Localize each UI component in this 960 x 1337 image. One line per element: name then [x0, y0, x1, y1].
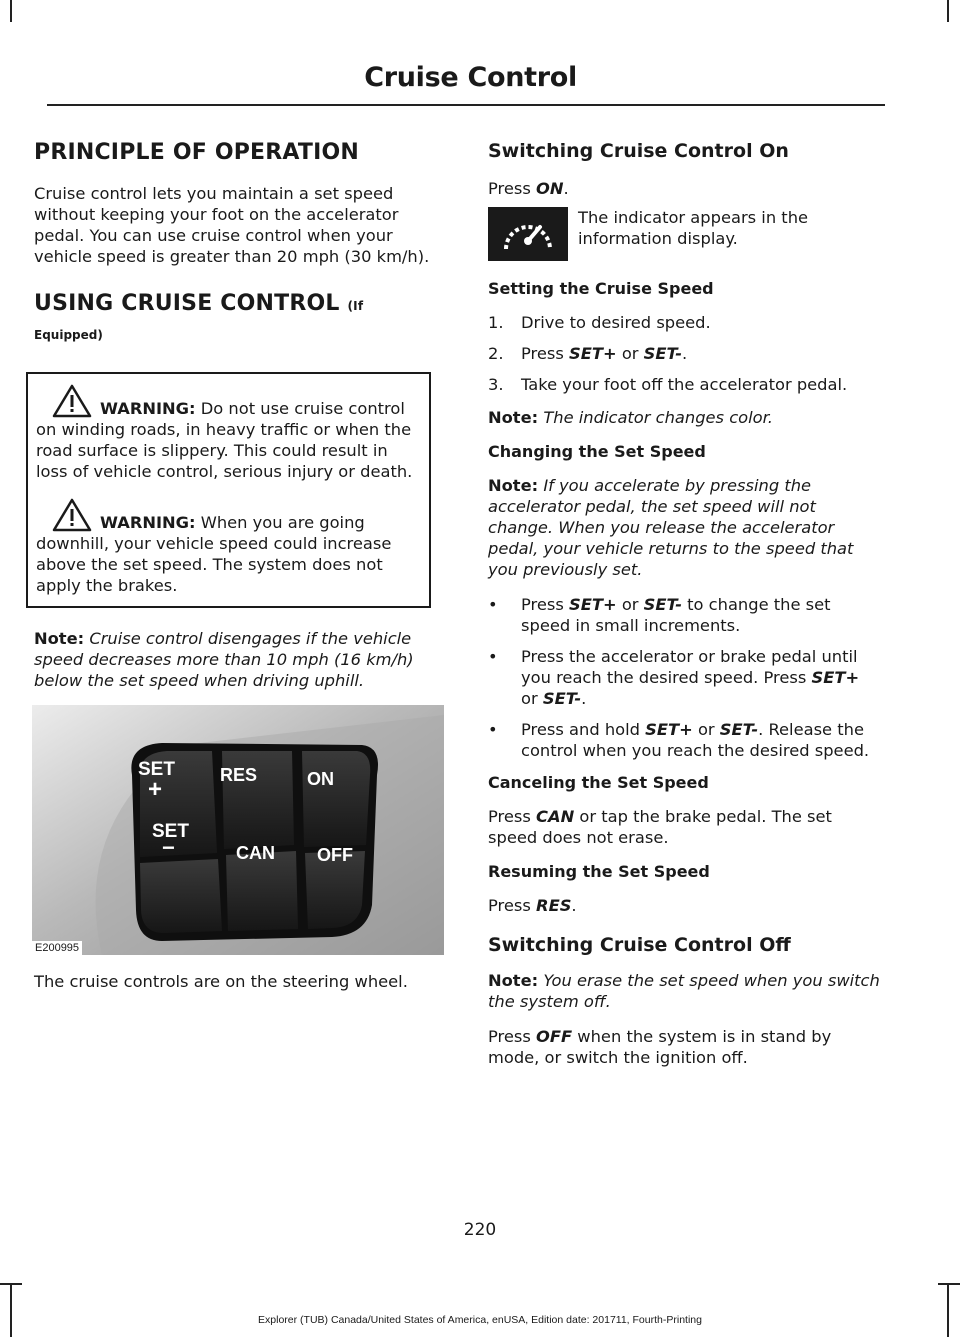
warning-box — [26, 372, 431, 608]
note-cruise-disengage — [34, 628, 444, 691]
key-set-minus: SET- — [542, 689, 582, 708]
list-item — [488, 343, 880, 364]
button-can-label: CAN — [236, 843, 275, 863]
bullet: • — [488, 720, 498, 739]
controls-location-paragraph: The cruise controls are on the steering wheel. — [34, 972, 408, 991]
note-erase — [488, 970, 880, 1012]
warning-2-text: When you are going downhill, your vehicle speed could increase above the set speed. The system does not apply the brakes. — [36, 513, 392, 595]
button-set-plus-label: SET — [138, 759, 175, 780]
crop-mark-bottom-left-h — [0, 1283, 22, 1285]
button-minus-glyph: − — [162, 835, 175, 860]
warning-1-text: Do not use cruise control on winding roads, in heavy traffic or when the road surface is slippery. This could result in loss of vehicle control, serious injury or death. — [36, 399, 413, 481]
changing-speed-list — [488, 594, 880, 761]
press-on-post: . — [563, 179, 569, 198]
bullet-text: or — [692, 720, 720, 739]
note-text: If you accelerate by pressing the accelerator pedal, the set speed will not change. When you release the accelerator pedal, your vehicle returns to the speed that you previously set. — [488, 476, 854, 579]
key-set-minus: SET- — [643, 595, 682, 614]
cancel-post: or tap the brake pedal. The set speed does not erase. — [488, 807, 832, 847]
button-off-label: OFF — [317, 845, 353, 865]
key-set-plus: SET+ — [645, 720, 693, 739]
button-plus-glyph: + — [148, 776, 163, 803]
crop-mark-top-left — [10, 0, 12, 22]
off-paragraph — [488, 1026, 880, 1068]
principle-paragraph: Cruise control lets you maintain a set speed without keeping your foot on the accelerator pedal. You can use cruise control when your vehicle speed is greater than 20 mph (30 km/h). — [34, 184, 430, 266]
crop-mark-top-right — [947, 0, 949, 22]
key-set-minus: SET- — [643, 344, 682, 363]
key-on: ON — [536, 179, 564, 198]
crop-mark-bottom-left-v — [10, 1283, 12, 1337]
step-text: Press — [521, 344, 570, 363]
key-off: OFF — [536, 1027, 573, 1046]
resume-pre: Press — [488, 896, 537, 915]
warning-1 — [36, 384, 421, 482]
bullet: • — [488, 595, 498, 614]
warning-triangle-icon — [52, 384, 92, 418]
note-text: The indicator changes color. — [538, 408, 773, 427]
resume-paragraph — [488, 895, 880, 916]
key-set-minus: SET- — [719, 720, 759, 739]
note-label: Note: — [488, 476, 539, 495]
left-column — [34, 140, 444, 1006]
setting-steps-list — [488, 312, 880, 395]
indicator-row — [488, 207, 880, 261]
button-set-minus-label: SET — [152, 821, 189, 842]
header-divider — [47, 104, 885, 106]
step-number: 3. — [488, 375, 504, 394]
step-text: Take your foot off the accelerator pedal. — [521, 375, 848, 394]
button-res-label: RES — [220, 765, 258, 785]
key-set-plus: SET+ — [811, 668, 860, 687]
list-item — [488, 594, 880, 636]
step-number: 1. — [488, 313, 504, 332]
note-accelerate — [488, 475, 880, 580]
cancel-paragraph — [488, 806, 880, 848]
note-text: You erase the set speed when you switch the system off. — [488, 971, 880, 1011]
step-text: or — [616, 344, 644, 363]
page-number: 220 — [463, 1220, 497, 1240]
footer-edition: Explorer (TUB) Canada/United States of America, enUSA, Edition date: 201711, Fourth-Printing — [258, 1314, 702, 1326]
bullet-text: . — [581, 689, 587, 708]
heading-canceling-speed: Canceling the Set Speed — [488, 773, 709, 792]
note-indicator-color — [488, 407, 880, 428]
list-item — [488, 374, 880, 395]
off-pre: Press — [488, 1027, 537, 1046]
heading-resuming-speed: Resuming the Set Speed — [488, 862, 710, 881]
press-on-paragraph — [488, 178, 880, 199]
note-label: Note: — [488, 971, 539, 990]
bullet-text: Press and hold — [521, 720, 646, 739]
indicator-text: The indicator appears in the information display. — [578, 208, 809, 248]
right-column — [488, 140, 880, 1082]
heading-switching-off: Switching Cruise Control Off — [488, 934, 791, 956]
bullet-text: Press — [521, 595, 570, 614]
step-text: . — [681, 344, 688, 363]
heading-changing-speed: Changing the Set Speed — [488, 442, 706, 461]
bullet-text: . Release the control when you reach the desired speed. — [521, 720, 870, 760]
heading-principle-of-operation: PRINCIPLE OF OPERATION — [34, 140, 360, 165]
list-item — [488, 719, 880, 761]
heading-using-if: (If — [347, 299, 364, 313]
crop-mark-bottom-right-h — [938, 1283, 960, 1285]
key-res: RES — [536, 896, 572, 915]
step-number: 2. — [488, 344, 504, 363]
heading-using-cruise-control — [34, 291, 444, 316]
warning-2-lead: WARNING: — [100, 513, 196, 532]
cruise-control-buttons-illustration — [32, 705, 444, 955]
off-post: when the system is in stand by mode, or switch the ignition off. — [488, 1027, 832, 1067]
heading-using-text: USING CRUISE CONTROL — [34, 291, 340, 316]
heading-switching-on: Switching Cruise Control On — [488, 140, 789, 162]
note-label: Note: — [34, 629, 85, 648]
list-item — [488, 646, 880, 709]
page-header-title: Cruise Control — [364, 62, 577, 93]
heading-using-equipped: Equipped) — [34, 328, 103, 342]
heading-setting-speed: Setting the Cruise Speed — [488, 279, 714, 298]
key-can: CAN — [536, 807, 575, 826]
cruise-control-indicator-icon — [488, 207, 568, 261]
bullet-text: or — [521, 689, 543, 708]
key-set-plus: SET+ — [569, 344, 617, 363]
key-set-plus: SET+ — [569, 595, 617, 614]
button-on-label: ON — [307, 769, 334, 789]
bullet-text: Press the accelerator or brake pedal until you reach the desired speed. Press — [521, 647, 858, 687]
steering-wheel-controls-figure — [32, 705, 444, 955]
resume-post: . — [571, 896, 577, 915]
note-text: Cruise control disengages if the vehicle speed decreases more than 10 mph (16 km/h) below the set speed when driving uphill. — [34, 629, 414, 690]
list-item — [488, 312, 880, 333]
press-on-pre: Press — [488, 179, 537, 198]
warning-triangle-icon — [52, 498, 92, 532]
bullet-text: to change the set speed in small increments. — [521, 595, 831, 635]
figure-id-label: E200995 — [32, 941, 82, 955]
bullet: • — [488, 647, 498, 666]
step-text: Drive to desired speed. — [521, 313, 711, 332]
note-label: Note: — [488, 408, 539, 427]
warning-2 — [36, 498, 421, 596]
cancel-pre: Press — [488, 807, 537, 826]
warning-1-lead: WARNING: — [100, 399, 196, 418]
crop-mark-bottom-right-v — [947, 1283, 949, 1337]
speedometer-icon — [498, 211, 558, 257]
bullet-text: or — [616, 595, 644, 614]
